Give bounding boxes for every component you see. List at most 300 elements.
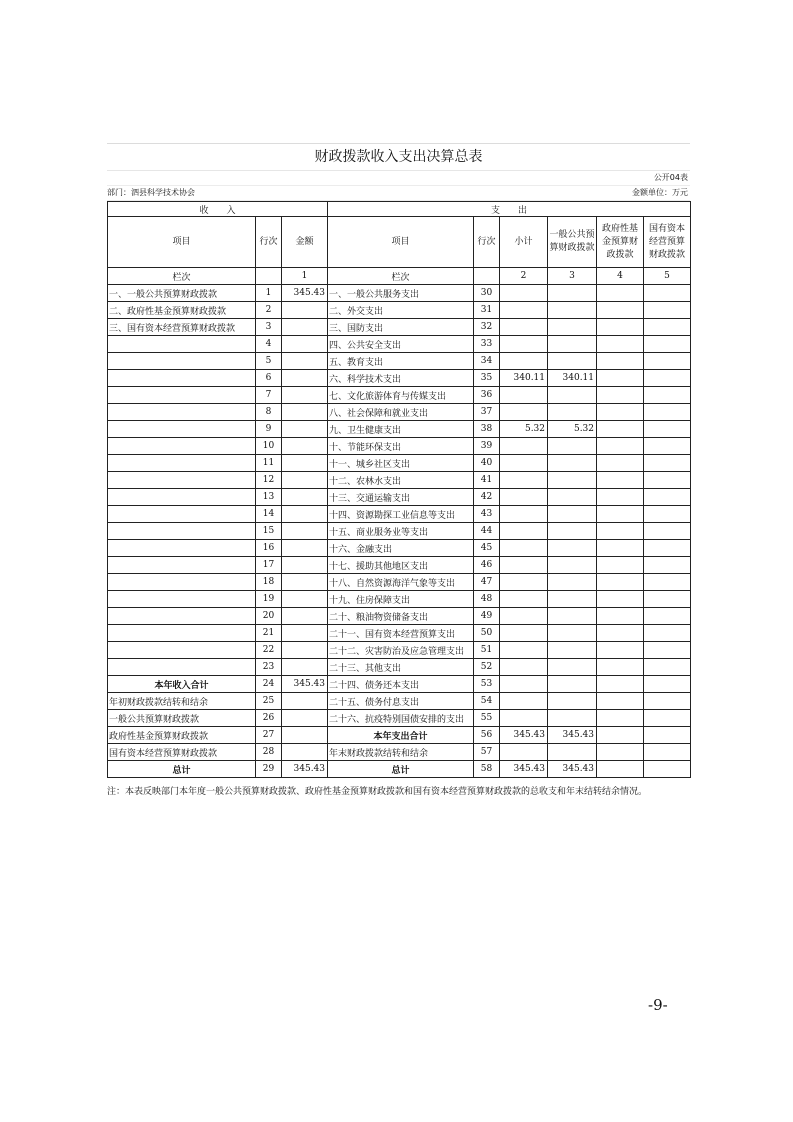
expense-line-no-cell: 40: [474, 455, 500, 472]
income-amount-cell: [282, 591, 328, 608]
income-item-cell: [108, 540, 256, 557]
expense-item-cell: 十六、金融支出: [328, 540, 474, 557]
col-index-blank: [474, 268, 500, 285]
state-capital-cell: [644, 353, 691, 370]
form-code: 公开04表: [653, 173, 688, 182]
income-item-cell: [108, 557, 256, 574]
department-label: 部门：泗县科学技术协会: [107, 188, 195, 197]
expense-item-cell: 十五、商业服务业等支出: [328, 523, 474, 540]
state-capital-cell: [644, 727, 691, 744]
income-amount-cell: [282, 404, 328, 421]
general-budget-cell: [548, 455, 597, 472]
income-line-no-cell: 6: [256, 370, 282, 387]
general-budget-cell: [548, 353, 597, 370]
table-row: [108, 642, 691, 659]
gov-fund-cell: [597, 761, 644, 778]
subtotal-cell: [500, 744, 548, 761]
income-item-cell: [108, 370, 256, 387]
expense-line-no-cell: 43: [474, 506, 500, 523]
table-row: [108, 574, 691, 591]
gov-fund-cell: [597, 693, 644, 710]
table-row: [108, 693, 691, 710]
subtotal-cell: [500, 285, 548, 302]
table-row: [108, 744, 691, 761]
income-line-no-cell: 9: [256, 421, 282, 438]
income-line-no-cell: 8: [256, 404, 282, 421]
table-row: [108, 455, 691, 472]
subtotal-cell: [500, 489, 548, 506]
state-capital-cell: [644, 676, 691, 693]
subtotal-cell: [500, 506, 548, 523]
unit-label: 金额单位：万元: [632, 188, 688, 197]
expense-line-no-cell: 48: [474, 591, 500, 608]
subtotal-cell: [500, 302, 548, 319]
subtotal-header: 小计: [500, 217, 548, 268]
general-budget-cell: [548, 472, 597, 489]
state-capital-cell: [644, 302, 691, 319]
gov-fund-cell: [597, 285, 644, 302]
expense-item-cell: 十四、资源勘探工业信息等支出: [328, 506, 474, 523]
expense-item-cell: 十、节能环保支出: [328, 438, 474, 455]
general-budget-cell: [548, 591, 597, 608]
income-line-no-cell: 27: [256, 727, 282, 744]
income-item-cell: 三、国有资本经营预算财政拨款: [108, 319, 256, 336]
income-item-cell: [108, 608, 256, 625]
table-row: [108, 625, 691, 642]
income-amount-cell: [282, 455, 328, 472]
expense-item-header: 项目: [328, 217, 474, 268]
gov-fund-cell: [597, 353, 644, 370]
section-header-row: [108, 202, 691, 217]
expense-item-cell: 十一、城乡社区支出: [328, 455, 474, 472]
income-line-no-cell: 22: [256, 642, 282, 659]
income-line-no-cell: 12: [256, 472, 282, 489]
income-amount-header: 金额: [282, 217, 328, 268]
general-budget-cell: [548, 625, 597, 642]
gov-fund-cell: [597, 540, 644, 557]
income-item-cell: [108, 472, 256, 489]
income-item-cell: 一般公共预算财政拨款: [108, 710, 256, 727]
income-line-no-cell: 7: [256, 387, 282, 404]
table-row: [108, 302, 691, 319]
general-budget-cell: 340.11: [548, 370, 597, 387]
col-index-1: 1: [282, 268, 328, 285]
expense-item-cell: 十七、援助其他地区支出: [328, 557, 474, 574]
general-budget-cell: [548, 710, 597, 727]
subtotal-cell: 345.43: [500, 761, 548, 778]
income-amount-cell: [282, 387, 328, 404]
subtotal-cell: [500, 455, 548, 472]
income-item-cell: [108, 404, 256, 421]
expense-item-cell: 七、文化旅游体育与传媒支出: [328, 387, 474, 404]
expense-line-no-cell: 42: [474, 489, 500, 506]
expense-item-cell: 四、公共安全支出: [328, 336, 474, 353]
table-row: [108, 676, 691, 693]
table-row: [108, 404, 691, 421]
general-budget-cell: [548, 557, 597, 574]
state-capital-cell: [644, 693, 691, 710]
subtotal-cell: [500, 336, 548, 353]
general-budget-cell: 345.43: [548, 761, 597, 778]
state-capital-cell: [644, 489, 691, 506]
income-line-no-cell: 19: [256, 591, 282, 608]
income-amount-cell: [282, 336, 328, 353]
col-index-label: 栏次: [108, 268, 256, 285]
gov-fund-cell: [597, 336, 644, 353]
income-item-cell: [108, 659, 256, 676]
subtotal-cell: 5.32: [500, 421, 548, 438]
income-line-no-cell: 2: [256, 302, 282, 319]
subtotal-cell: [500, 404, 548, 421]
income-item-cell: [108, 523, 256, 540]
income-item-cell: [108, 642, 256, 659]
expense-line-no-cell: 32: [474, 319, 500, 336]
gov-fund-cell: [597, 659, 644, 676]
expense-line-no-cell: 52: [474, 659, 500, 676]
table-row: [108, 506, 691, 523]
general-budget-cell: [548, 574, 597, 591]
expense-line-no-cell: 38: [474, 421, 500, 438]
subtotal-cell: 340.11: [500, 370, 548, 387]
table-row: [108, 489, 691, 506]
income-line-no-cell: 28: [256, 744, 282, 761]
footnote: 注：本表反映部门本年度一般公共预算财政拨款、政府性基金预算财政拨款和国有资本经营预算财政拨款的总收支和年末结转结余情况。: [107, 787, 648, 797]
expense-item-cell: 年末财政拨款结转和结余: [328, 744, 474, 761]
table-row: [108, 387, 691, 404]
expense-line-no-cell: 44: [474, 523, 500, 540]
income-line-no-cell: 26: [256, 710, 282, 727]
state-capital-cell: [644, 285, 691, 302]
income-line-no-cell: 16: [256, 540, 282, 557]
income-line-no-cell: 29: [256, 761, 282, 778]
expense-section-header: 支 出: [328, 202, 691, 217]
expense-line-no-cell: 30: [474, 285, 500, 302]
income-line-no-cell: 21: [256, 625, 282, 642]
state-capital-cell: [644, 523, 691, 540]
state-capital-cell: [644, 608, 691, 625]
col-index-4: 4: [597, 268, 644, 285]
income-amount-cell: [282, 353, 328, 370]
income-line-no-cell: 3: [256, 319, 282, 336]
table-row: [108, 608, 691, 625]
income-line-no-header: 行次: [256, 217, 282, 268]
page-number: -9-: [648, 996, 668, 1014]
income-amount-cell: [282, 421, 328, 438]
subtotal-cell: [500, 608, 548, 625]
col-index-5: 5: [644, 268, 691, 285]
state-capital-cell: [644, 438, 691, 455]
gov-fund-cell: [597, 421, 644, 438]
state-capital-cell: [644, 404, 691, 421]
income-line-no-cell: 18: [256, 574, 282, 591]
general-budget-cell: [548, 506, 597, 523]
column-header-row: [108, 217, 691, 268]
gov-fund-cell: [597, 506, 644, 523]
income-item-cell: 年初财政拨款结转和结余: [108, 693, 256, 710]
expense-line-no-cell: 45: [474, 540, 500, 557]
income-item-cell: [108, 625, 256, 642]
expense-item-cell: 二、外交支出: [328, 302, 474, 319]
budget-sheet: [107, 143, 690, 797]
expense-item-cell: 六、科学技术支出: [328, 370, 474, 387]
state-capital-cell: [644, 506, 691, 523]
table-row: [108, 336, 691, 353]
subtotal-cell: [500, 540, 548, 557]
income-line-no-cell: 13: [256, 489, 282, 506]
subtotal-cell: [500, 676, 548, 693]
col-index-label: 栏次: [328, 268, 474, 285]
expense-line-no-cell: 47: [474, 574, 500, 591]
general-budget-cell: [548, 489, 597, 506]
col-index-2: 2: [500, 268, 548, 285]
gov-fund-cell: [597, 404, 644, 421]
expense-line-no-cell: 35: [474, 370, 500, 387]
expense-line-no-cell: 36: [474, 387, 500, 404]
expense-line-no-cell: 58: [474, 761, 500, 778]
table-row: [108, 523, 691, 540]
expense-item-cell: 一、一般公共服务支出: [328, 285, 474, 302]
col-index-3: 3: [548, 268, 597, 285]
table-row: [108, 438, 691, 455]
table-row: [108, 370, 691, 387]
income-line-no-cell: 20: [256, 608, 282, 625]
income-item-cell: [108, 455, 256, 472]
income-section-header: 收 入: [108, 202, 328, 217]
income-amount-cell: [282, 557, 328, 574]
income-amount-cell: [282, 744, 328, 761]
state-capital-cell: [644, 370, 691, 387]
state-capital-cell: [644, 387, 691, 404]
form-code-row: [107, 171, 690, 186]
income-item-cell: [108, 421, 256, 438]
expense-item-cell: 十九、住房保障支出: [328, 591, 474, 608]
gov-fund-cell: [597, 676, 644, 693]
income-item-cell: [108, 353, 256, 370]
general-budget-cell: [548, 659, 597, 676]
table-row: [108, 421, 691, 438]
income-amount-cell: [282, 727, 328, 744]
expense-line-no-header: 行次: [474, 217, 500, 268]
general-budget-cell: [548, 387, 597, 404]
gov-fund-cell: [597, 608, 644, 625]
income-amount-cell: [282, 319, 328, 336]
expense-line-no-cell: 50: [474, 625, 500, 642]
state-capital-cell: [644, 319, 691, 336]
income-item-cell: 本年收入合计: [108, 676, 256, 693]
general-budget-cell: [548, 693, 597, 710]
income-line-no-cell: 25: [256, 693, 282, 710]
subtotal-cell: [500, 591, 548, 608]
state-capital-cell: [644, 472, 691, 489]
income-item-cell: [108, 506, 256, 523]
income-amount-cell: [282, 302, 328, 319]
expense-line-no-cell: 39: [474, 438, 500, 455]
gov-fund-cell: [597, 727, 644, 744]
subtotal-cell: [500, 693, 548, 710]
gov-fund-cell: [597, 370, 644, 387]
general-budget-cell: 5.32: [548, 421, 597, 438]
general-budget-cell: [548, 608, 597, 625]
state-capital-cell: [644, 642, 691, 659]
income-item-header: 项目: [108, 217, 256, 268]
general-budget-cell: [548, 302, 597, 319]
income-line-no-cell: 24: [256, 676, 282, 693]
gov-fund-cell: [597, 319, 644, 336]
gov-fund-cell: [597, 591, 644, 608]
general-budget-cell: [548, 744, 597, 761]
income-amount-cell: [282, 625, 328, 642]
expense-item-cell: 总计: [328, 761, 474, 778]
expense-item-cell: 本年支出合计: [328, 727, 474, 744]
general-budget-cell: [548, 336, 597, 353]
gov-fund-cell: [597, 744, 644, 761]
general-budget-cell: [548, 404, 597, 421]
table-row: [108, 591, 691, 608]
subtotal-cell: [500, 387, 548, 404]
expense-item-cell: 五、教育支出: [328, 353, 474, 370]
general-budget-cell: [548, 523, 597, 540]
table-row: [108, 353, 691, 370]
state-capital-cell: [644, 540, 691, 557]
general-budget-cell: [548, 285, 597, 302]
expense-item-cell: 二十一、国有资本经营预算支出: [328, 625, 474, 642]
income-item-cell: [108, 574, 256, 591]
income-line-no-cell: 14: [256, 506, 282, 523]
income-line-no-cell: 17: [256, 557, 282, 574]
expense-item-cell: 八、社会保障和就业支出: [328, 404, 474, 421]
expense-item-cell: 二十五、债务付息支出: [328, 693, 474, 710]
expense-line-no-cell: 31: [474, 302, 500, 319]
expense-item-cell: 二十六、抗疫特别国债安排的支出: [328, 710, 474, 727]
expense-item-cell: 九、卫生健康支出: [328, 421, 474, 438]
income-amount-cell: [282, 574, 328, 591]
income-line-no-cell: 5: [256, 353, 282, 370]
general-budget-cell: [548, 676, 597, 693]
income-item-cell: [108, 438, 256, 455]
income-amount-cell: [282, 438, 328, 455]
department-row: [107, 186, 690, 201]
income-item-cell: 总计: [108, 761, 256, 778]
income-amount-cell: [282, 642, 328, 659]
general-budget-header: 一般公共预算财政拨款: [548, 217, 597, 268]
table-row: [108, 710, 691, 727]
subtotal-cell: [500, 574, 548, 591]
subtotal-cell: [500, 710, 548, 727]
col-index-blank: [256, 268, 282, 285]
gov-fund-cell: [597, 557, 644, 574]
income-item-cell: [108, 489, 256, 506]
table-row: [108, 319, 691, 336]
expense-line-no-cell: 54: [474, 693, 500, 710]
income-item-cell: 政府性基金预算财政拨款: [108, 727, 256, 744]
general-budget-cell: [548, 540, 597, 557]
table-row: [108, 540, 691, 557]
income-item-cell: [108, 591, 256, 608]
state-capital-cell: [644, 557, 691, 574]
income-amount-cell: 345.43: [282, 285, 328, 302]
expense-line-no-cell: 37: [474, 404, 500, 421]
table-row: [108, 557, 691, 574]
income-item-cell: 国有资本经营预算财政拨款: [108, 744, 256, 761]
expense-line-no-cell: 51: [474, 642, 500, 659]
expense-item-cell: 二十、粮油物资储备支出: [328, 608, 474, 625]
subtotal-cell: [500, 319, 548, 336]
income-amount-cell: [282, 506, 328, 523]
subtotal-cell: 345.43: [500, 727, 548, 744]
subtotal-cell: [500, 523, 548, 540]
expense-line-no-cell: 34: [474, 353, 500, 370]
state-capital-cell: [644, 455, 691, 472]
income-item-cell: 一、一般公共预算财政拨款: [108, 285, 256, 302]
state-capital-header: 国有资本经营预算财政拨款: [644, 217, 691, 268]
table-row: [108, 659, 691, 676]
gov-fund-cell: [597, 523, 644, 540]
state-capital-cell: [644, 336, 691, 353]
income-line-no-cell: 10: [256, 438, 282, 455]
expense-line-no-cell: 57: [474, 744, 500, 761]
gov-fund-cell: [597, 574, 644, 591]
state-capital-cell: [644, 574, 691, 591]
gov-fund-cell: [597, 710, 644, 727]
income-line-no-cell: 11: [256, 455, 282, 472]
gov-fund-cell: [597, 472, 644, 489]
state-capital-cell: [644, 710, 691, 727]
income-amount-cell: [282, 608, 328, 625]
subtotal-cell: [500, 438, 548, 455]
gov-fund-header: 政府性基金预算财政拨款: [597, 217, 644, 268]
income-amount-cell: [282, 540, 328, 557]
expense-line-no-cell: 41: [474, 472, 500, 489]
gov-fund-cell: [597, 489, 644, 506]
subtotal-cell: [500, 353, 548, 370]
subtotal-cell: [500, 557, 548, 574]
income-line-no-cell: 1: [256, 285, 282, 302]
expense-item-cell: 十二、农林水支出: [328, 472, 474, 489]
expense-line-no-cell: 33: [474, 336, 500, 353]
gov-fund-cell: [597, 387, 644, 404]
expense-item-cell: 二十四、债务还本支出: [328, 676, 474, 693]
expense-line-no-cell: 49: [474, 608, 500, 625]
income-amount-cell: [282, 472, 328, 489]
income-item-cell: [108, 387, 256, 404]
income-item-cell: 二、政府性基金预算财政拨款: [108, 302, 256, 319]
subtotal-cell: [500, 659, 548, 676]
table-row: [108, 472, 691, 489]
expense-item-cell: 三、国防支出: [328, 319, 474, 336]
gov-fund-cell: [597, 625, 644, 642]
table-row: [108, 727, 691, 744]
general-budget-cell: [548, 438, 597, 455]
subtotal-cell: [500, 625, 548, 642]
subtotal-cell: [500, 472, 548, 489]
page-title: 财政拨款收入支出决算总表: [107, 143, 690, 171]
income-line-no-cell: 15: [256, 523, 282, 540]
state-capital-cell: [644, 591, 691, 608]
expense-item-cell: 二十三、其他支出: [328, 659, 474, 676]
general-budget-cell: 345.43: [548, 727, 597, 744]
budget-table: [107, 201, 691, 778]
income-amount-cell: [282, 523, 328, 540]
gov-fund-cell: [597, 438, 644, 455]
expense-item-cell: 十八、自然资源海洋气象等支出: [328, 574, 474, 591]
column-index-row: [108, 268, 691, 285]
income-line-no-cell: 4: [256, 336, 282, 353]
income-item-cell: [108, 336, 256, 353]
income-amount-cell: 345.43: [282, 761, 328, 778]
gov-fund-cell: [597, 302, 644, 319]
income-amount-cell: [282, 370, 328, 387]
expense-item-cell: 二十二、灾害防治及应急管理支出: [328, 642, 474, 659]
